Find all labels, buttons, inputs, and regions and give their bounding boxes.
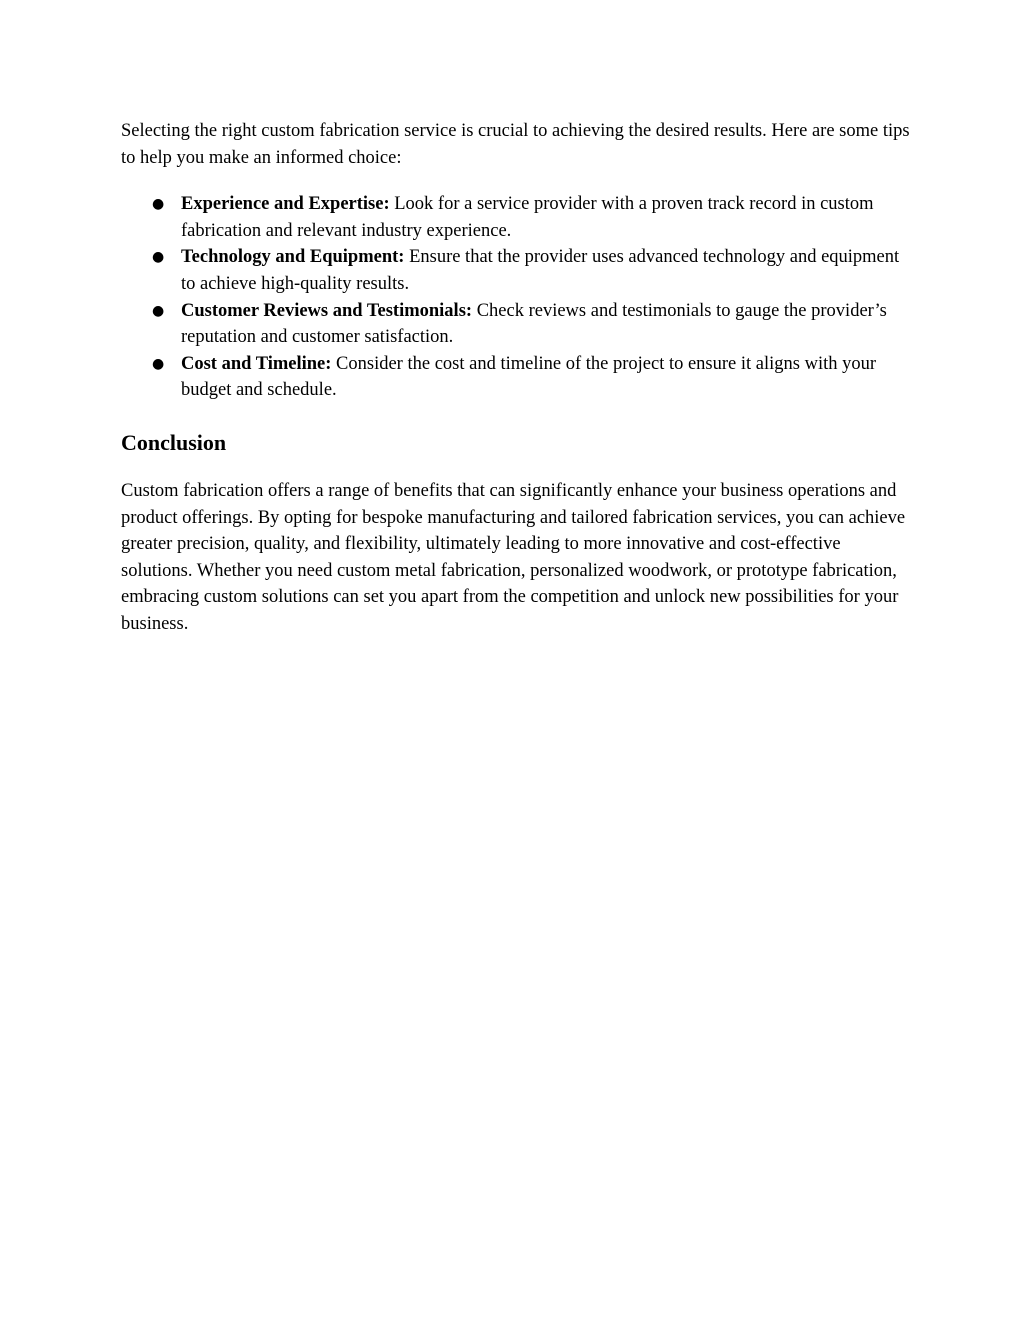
bullet-icon: ● [152, 355, 165, 372]
bullet-icon: ● [152, 249, 165, 266]
bullet-icon: ● [152, 302, 165, 319]
tip-text: Check reviews and testimonials to gauge the provider’s reputation and customer satisfaction. [181, 300, 887, 348]
tip-text: Consider the cost and timeline of the project to ensure it aligns with your budget and schedule. [181, 353, 877, 401]
tips-list [121, 191, 911, 404]
intro-paragraph: Selecting the right custom fabrication service is crucial to achieving the desired results. Here are some tips to help you make an informed choice: [121, 121, 910, 168]
list-item [121, 191, 911, 244]
tip-text: Look for a service provider with a proven track record in custom fabrication and relevant industry experience. [181, 194, 874, 241]
conclusion-paragraph: Custom fabrication offers a range of benefits that can significantly enhance your business operations and product offerings. By opting for bespoke manufacturing and tailored fabrication services, you can achieve greater precision, quality, and flexibility, ultimately leading to more innovative and cost-effective solutions. Whether you need custom metal fabrication, personalized woodwork, or prototype fabrication, embracing custom solutions can set you apart from the competition and unlock new possibilities for your business. [121, 480, 906, 634]
conclusion-heading: Conclusion [121, 429, 227, 455]
tip-term: Technology and Equipment: [181, 247, 405, 268]
tip-term: Customer Reviews and Testimonials: [181, 300, 473, 321]
list-item [121, 351, 911, 404]
tip-term: Experience and Expertise: [181, 194, 390, 215]
bullet-icon: ● [152, 196, 165, 213]
document-page [121, 118, 911, 638]
tip-term: Cost and Timeline: [181, 353, 332, 374]
list-item [121, 244, 911, 297]
tip-text: Ensure that the provider uses advanced technology and equipment to achieve high-quality results. [181, 247, 900, 294]
list-item [121, 298, 911, 351]
